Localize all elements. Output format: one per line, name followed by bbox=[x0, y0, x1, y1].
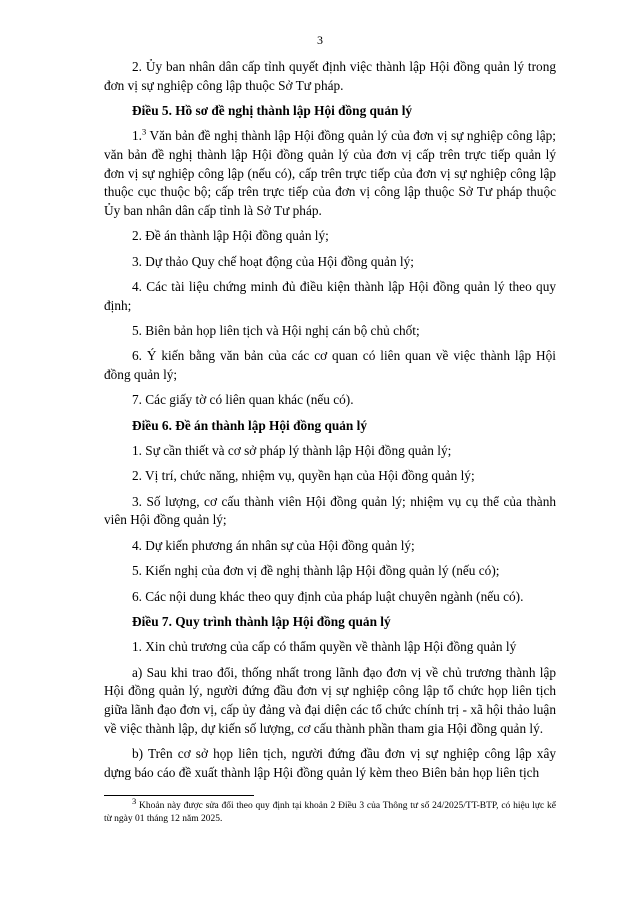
article6-clause4: 4. Dự kiến phương án nhân sự của Hội đồng quản lý; bbox=[132, 537, 415, 553]
article5-clause2: 2. Đề án thành lập Hội đồng quản lý; bbox=[132, 228, 329, 244]
paragraph-article4-clause2: 2. Ủy ban nhân dân cấp tỉnh quyết định việc thành lập Hội đồng quản lý trong đơn vị sự nghiệp công lập thuộc Sở Tư pháp. bbox=[104, 59, 556, 93]
footnote bbox=[104, 795, 556, 826]
clause-text: Văn bản đề nghị thành lập Hội đồng quản lý của đơn vị sự nghiệp công lập; văn bản đề nghị thành lập Hội đồng quản lý của đơn vị cấp trên trực tiếp quản lý đơn vị sự nghiệp công lập (nếu có), cấp trên trực tiếp của đơn vị sự nghiệp công lập thuộc cục thuộc bộ; cấp trên trực tiếp của đơn vị công lập thuộc Sở Tư pháp thuộc Ủy ban nhân dân cấp tỉnh là Sở Tư pháp. bbox=[104, 128, 556, 218]
article5-clause6: 6. Ý kiến bằng văn bản của các cơ quan có liên quan về việc thành lập Hội đồng quản lý; bbox=[104, 348, 556, 382]
article6-clause1: 1. Sự cần thiết và cơ sở pháp lý thành lập Hội đồng quản lý; bbox=[132, 443, 452, 459]
article6-clause5: 5. Kiến nghị của đơn vị đề nghị thành lập Hội đồng quản lý (nếu có); bbox=[132, 563, 500, 579]
footnote-reference[interactable]: 3 bbox=[141, 126, 147, 137]
article5-clause1 bbox=[104, 127, 556, 220]
footnote-text: Khoản này được sửa đổi theo quy định tại khoản 2 Điều 3 của Thông tư số 24/2025/TT-BTP, có hiệu lực kể từ ngày 01 tháng 12 năm 2025. bbox=[104, 801, 556, 824]
article5-clause3: 3. Dự thảo Quy chế hoạt động của Hội đồng quản lý; bbox=[132, 253, 414, 269]
document-body bbox=[104, 58, 556, 789]
article6-clause6: 6. Các nội dung khác theo quy định của pháp luật chuyên ngành (nếu có). bbox=[132, 588, 524, 604]
article-5-heading: Điều 5. Hồ sơ đề nghị thành lập Hội đồng quản lý bbox=[132, 102, 413, 118]
article-6-heading: Điều 6. Đề án thành lập Hội đồng quản lý bbox=[132, 417, 367, 433]
article5-clause4: 4. Các tài liệu chứng minh đủ điều kiện thành lập Hội đồng quản lý theo quy định; bbox=[104, 278, 556, 313]
footnote-marker: 3 bbox=[132, 795, 137, 806]
article7-clause1-point-a: a) Sau khi trao đổi, thống nhất trong lãnh đạo đơn vị về chủ trương thành lập Hội đồng quản lý, người đứng đầu đơn vị sự nghiệp công lập tổ chức họp liên tịch giữa lãnh đạo đơn vị, cấp ủy đảng và đại diện các tổ chức chính trị - xã hội thảo luận về việc thành lập, dự kiến số lượng, cơ cấu thành phần tham gia Hội đồng quản lý. bbox=[104, 664, 556, 736]
article-7-heading: Điều 7. Quy trình thành lập Hội đồng quản lý bbox=[132, 614, 391, 629]
article7-clause1-point-b: b) Trên cơ sở họp liên tịch, người đứng đầu đơn vị sự nghiệp công lập xây dựng báo cáo đề xuất thành lập Hội đồng quản lý kèm theo Biên bản họp liên tịch bbox=[104, 745, 556, 780]
page-number: 3 bbox=[317, 33, 323, 47]
article6-clause3: 3. Số lượng, cơ cấu thành viên Hội đồng quản lý; nhiệm vụ cụ thể của thành viên Hội đồng quản lý; bbox=[104, 493, 556, 528]
clause-number: 1. bbox=[132, 128, 142, 144]
article6-clause2: 2. Vị trí, chức năng, nhiệm vụ, quyền hạn của Hội đồng quản lý; bbox=[132, 468, 475, 484]
footnote-separator bbox=[104, 795, 254, 796]
article5-clause7: 7. Các giấy tờ có liên quan khác (nếu có). bbox=[132, 392, 354, 408]
article7-clause1: 1. Xin chủ trương của cấp có thẩm quyền về thành lập Hội đồng quản lý bbox=[132, 639, 517, 655]
article5-clause5: 5. Biên bản họp liên tịch và Hội nghị cán bộ chủ chốt; bbox=[132, 322, 420, 338]
